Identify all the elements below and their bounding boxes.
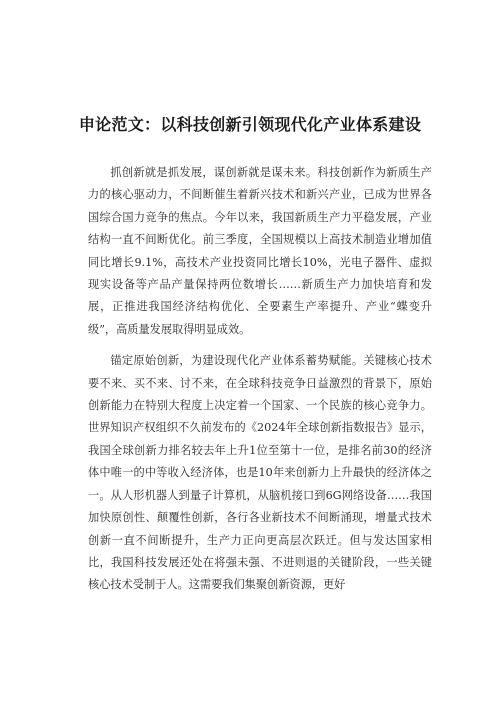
document-body (88, 162, 432, 606)
paragraph-1: 抓创新就是抓发展，谋创新就是谋未来。科技创新作为新质生产力的核心驱动力，不间断催生着新兴技术和新兴产业，已成为世界各国综合国力竞争的焦点。今年以来，我国新质生产力平稳发展，产业结构一直不间断优化。前三季度，全国规模以上高技术制造业增加值同比增长9.1%，高技术产业投资同比增长10%，光电子器件、虚拟现实设备等产品产量保持两位数增长……新质生产力加快培育和发展，正推进我国经济结构优化、全要素生产率提升、产业“蝶变升级”，高质量发展取得明显成效。 (88, 166, 432, 336)
paragraph-2: 锚定原始创新，为建设现代化产业体系蓄势赋能。关键核心技术要不来、买不来、讨不来，在全球科技竞争日益激烈的背景下，原始创新能力在特别大程度上决定着一个国家、一个民族的核心竞争力。世界知识产权组织不久前发布的《2024年全球创新指数报告》显示，我国全球创新力排名较去年上升1位至第十一位，是排名前30的经济体中唯一的中等收入经济体，也是10年来创新力上升最快的经济体之一。从人形机器人到量子计算机，从脑机接口到6G网络设备……我国加快原创性、颠覆性创新，各行各业新技术不间断涌现，增量式技术创新一直不间断提升，生产力正向更高层次跃迁。但与发达国家相比，我国科技发展还处在将强未强、不进则退的关键阶段，一些关键核心技术受制于人。这需要我们集聚创新资源，更好 (88, 354, 432, 592)
document-title: 申论范文：以科技创新引领现代化产业体系建设 (78, 115, 422, 134)
